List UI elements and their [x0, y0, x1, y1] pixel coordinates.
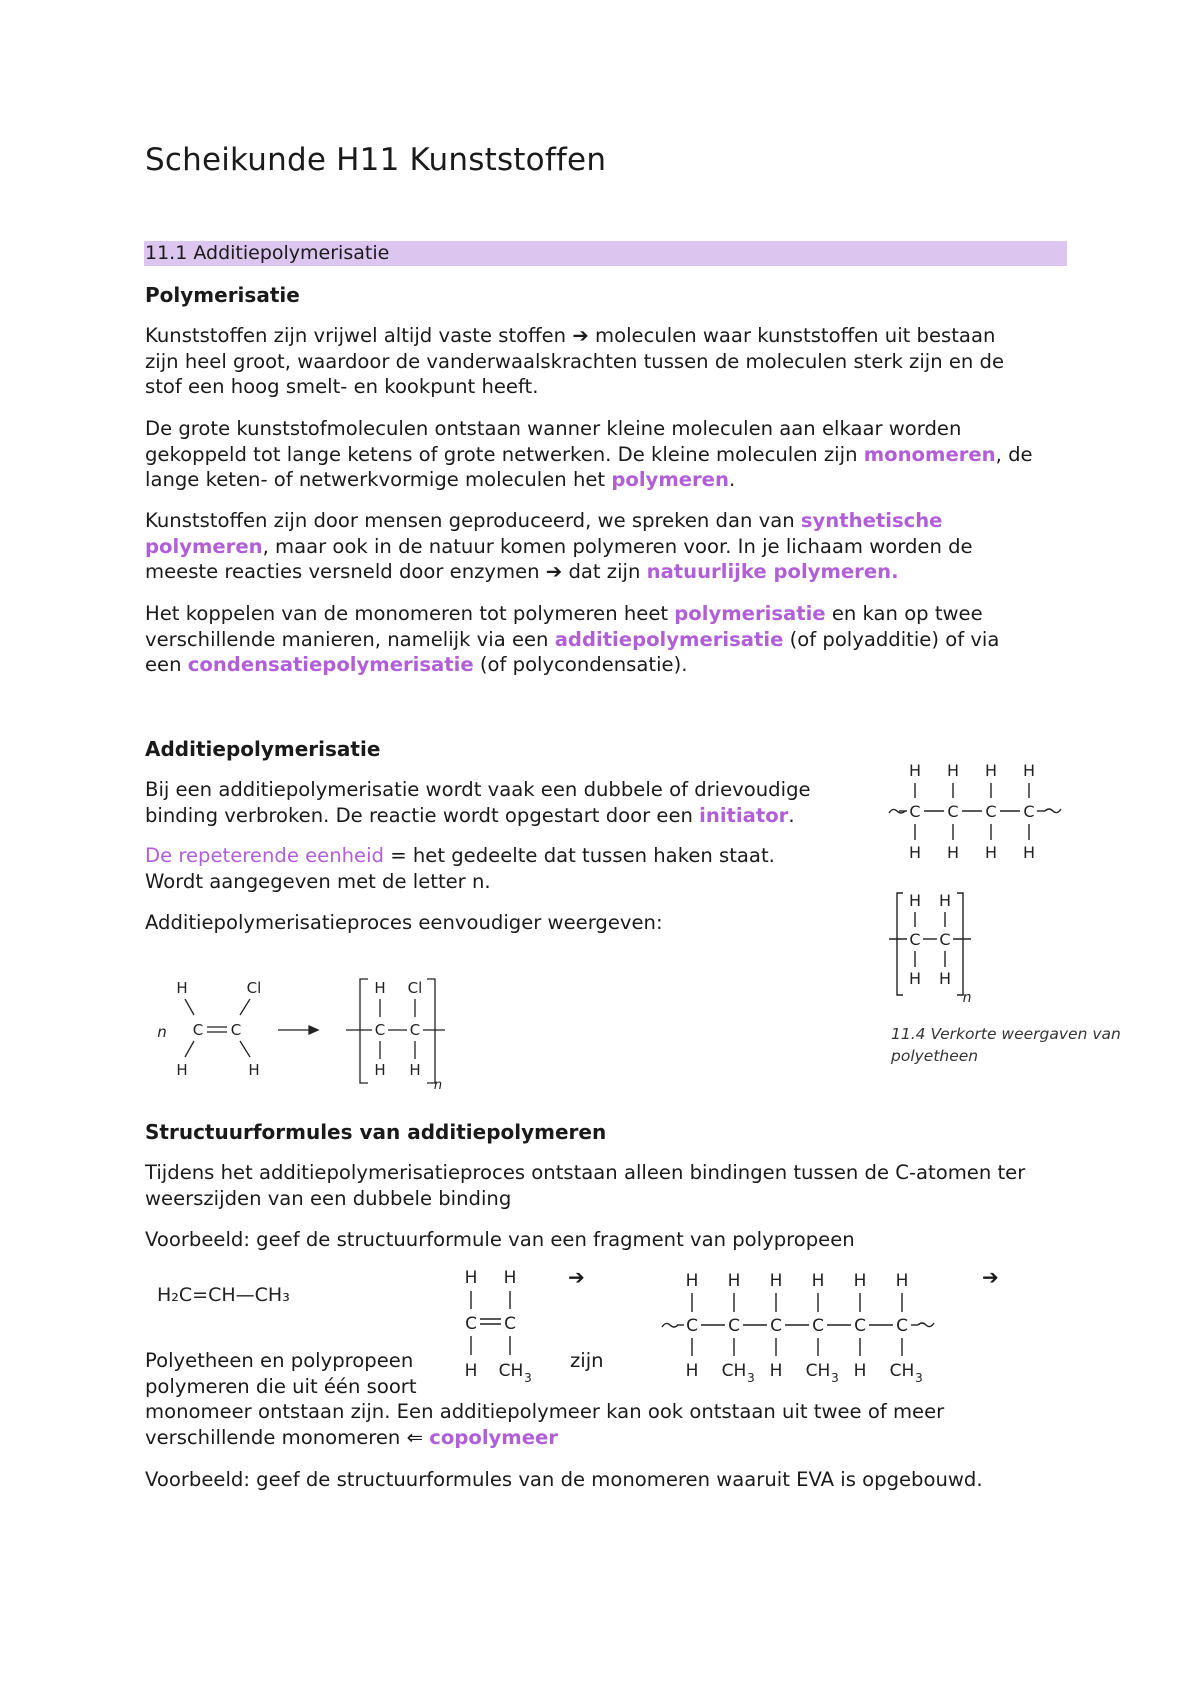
paragraph-structuur-2: Voorbeeld: geef de structuurformule van een fragment van polypropeen — [145, 1228, 855, 1251]
atom-h: H — [1022, 843, 1036, 862]
atom-h: H — [248, 1061, 260, 1079]
keyword-polymerisatie: polymerisatie — [674, 602, 826, 625]
paragraph-polymerisatie-3: Kunststoffen zijn door mensen geproduceerd, we spreken dan van synthetische polymeren, maar ook in de natuur komen polymeren voor. In je lichaam worden de meeste reacties versneld door enzymen ➔ dat zijn natuurlijke polymeren. — [145, 509, 973, 583]
atom-c: C — [374, 1021, 386, 1039]
atom-c: C — [909, 930, 921, 949]
paragraph-structuur-1: Tijdens het additiepolymerisatieproces ontstaan alleen bindingen tussen de C-atomen ter weerszijden van een dubbele binding — [145, 1161, 1026, 1210]
vinyl-chloride-polymerisation-diagram — [150, 975, 460, 1095]
keyword-polymeren-2: polymeren — [145, 534, 263, 558]
keyword-natuurlijke-polymeren: natuurlijke polymeren. — [646, 560, 899, 583]
methyl-ch: CH — [805, 1361, 831, 1381]
atom-c: C — [909, 802, 921, 821]
paragraph-additie-2: De repeterende eenheid = het gedeelte dat tussen haken staat. Wordt aangegeven met de letter n. — [145, 844, 775, 893]
subscript-3: 3 — [524, 1371, 532, 1385]
atom-h: H — [984, 843, 998, 862]
propene-condensed-formula — [157, 1275, 337, 1315]
keyword-condensatiepolymerisatie: condensatiepolymerisatie — [187, 653, 474, 676]
methyl-ch: CH — [721, 1361, 747, 1381]
arrow-right-icon: ➔ — [572, 324, 589, 347]
atom-c: C — [409, 1021, 421, 1039]
methyl-ch: CH — [889, 1361, 915, 1381]
methyl-ch: CH — [498, 1361, 524, 1381]
heading-polymerisatie: Polymerisatie — [145, 283, 300, 307]
arrow-right-icon: ➔ — [982, 1265, 999, 1289]
atom-h: H — [853, 1271, 867, 1291]
figure-caption: 11.4 Verkorte weergaven van polyetheen — [891, 1025, 1121, 1065]
atom-c: C — [939, 930, 951, 949]
atom-c: C — [465, 1314, 477, 1334]
atom-h: H — [503, 1268, 517, 1288]
atom-h: H — [769, 1361, 783, 1381]
atom-c: C — [812, 1316, 824, 1336]
arrow-left-icon: ⇐ — [406, 1425, 424, 1449]
atom-h: H — [938, 969, 952, 988]
paragraph-polymerisatie-4: Het koppelen van de monomeren tot polymeren heet polymerisatie en kan op twee verschillende manieren, namelijk via een additiepolymerisatie (of polyadditie) of via een condensatiepolymerisatie (of polycondensatie). — [145, 602, 1000, 676]
paragraph-polymerisatie-2: De grote kunststofmoleculen ontstaan wanner kleine moleculen aan elkaar worden gekoppeld tot lange ketens of grote netwerken. De kleine moleculen zijn monomeren, de lange keten- of netwerkvormige moleculen het polymeren. — [145, 417, 1033, 491]
atom-h: H — [908, 969, 922, 988]
subscript-3: 3 — [915, 1371, 923, 1385]
word-zijn: zijn — [570, 1349, 604, 1372]
repeat-index-n: n — [433, 1078, 443, 1093]
keyword-monomeren: monomeren — [863, 442, 996, 466]
atom-c: C — [192, 1021, 204, 1039]
atom-c: C — [896, 1316, 908, 1336]
atom-cl: Cl — [407, 979, 423, 997]
polyethylene-repeat-unit-diagram — [885, 885, 975, 1010]
atom-h: H — [938, 891, 952, 910]
atom-c: C — [854, 1316, 866, 1336]
atom-h: H — [946, 761, 960, 780]
paragraph-additie-1: Bij een additiepolymerisatie wordt vaak een dubbele of drievoudige binding verbroken. De reactie wordt opgestart door een initiator. — [145, 778, 811, 827]
subscript-3: 3 — [747, 1371, 755, 1385]
section-heading-11-1: 11.1 Additiepolymerisatie — [144, 241, 1067, 266]
atom-h: H — [374, 979, 386, 997]
atom-h: H — [984, 761, 998, 780]
repeat-index-n: n — [962, 990, 972, 1006]
arrow-right-icon: ➔ — [545, 560, 563, 583]
atom-h: H — [908, 891, 922, 910]
atom-c: C — [985, 802, 997, 821]
atom-cl: Cl — [246, 979, 262, 997]
atom-h: H — [811, 1271, 825, 1291]
atom-h: H — [685, 1271, 699, 1291]
keyword-synthetische: synthetische — [800, 509, 943, 532]
atom-h: H — [464, 1268, 478, 1288]
atom-c: C — [947, 802, 959, 821]
paragraph-structuur-4: Voorbeeld: geef de structuurformules van de monomeren waaruit EVA is opgebouwd. — [145, 1468, 983, 1491]
atom-h: H — [464, 1361, 478, 1381]
atom-c: C — [504, 1314, 516, 1334]
paragraph-additie-3: Additiepolymerisatieproces eenvoudiger weergeven: — [145, 911, 663, 934]
arrow-right-icon: ➔ — [568, 1265, 585, 1289]
atom-h: H — [908, 761, 922, 780]
keyword-polymeren: polymeren — [611, 468, 729, 491]
atom-h: H — [946, 843, 960, 862]
atom-h: H — [176, 1061, 188, 1079]
atom-h: H — [374, 1061, 386, 1079]
keyword-initiator: initiator — [699, 803, 789, 827]
page-title: Scheikunde H11 Kunststoffen — [145, 142, 607, 178]
keyword-additiepolymerisatie: additiepolymerisatie — [554, 627, 784, 651]
atom-h: H — [769, 1271, 783, 1291]
polyethylene-chain-diagram — [885, 758, 1065, 868]
paragraph-structuur-3: Polyetheen en polypropeen polymeren die uit één soort monomeer ontstaan zijn. Een additiepolymeer kan ook ontstaan uit twee of meer verschillende monomeren ⇐ copolymeer — [145, 1349, 945, 1449]
keyword-copolymeer: copolymeer — [429, 1425, 558, 1449]
paragraph-polymerisatie-1: Kunststoffen zijn vrijwel altijd vaste stoffen ➔ moleculen waar kunststoffen uit bestaan zijn heel groot, waardoor de vanderwaalskrachten tussen de moleculen sterk zijn en de stof een hoog smelt- en kookpunt heeft. — [145, 324, 1005, 398]
atom-h: H — [727, 1271, 741, 1291]
atom-c: C — [230, 1021, 242, 1039]
coefficient-n: n — [157, 1023, 167, 1041]
atom-h: H — [409, 1061, 421, 1079]
atom-h: H — [1022, 761, 1036, 780]
heading-additiepolymerisatie: Additiepolymerisatie — [145, 737, 381, 761]
keyword-repeterende-eenheid: De repeterende eenheid — [145, 844, 384, 867]
atom-h: H — [853, 1361, 867, 1381]
subscript-3: 3 — [831, 1371, 839, 1385]
atom-c: C — [770, 1316, 782, 1336]
atom-c: C — [728, 1316, 740, 1336]
atom-c: C — [1023, 802, 1035, 821]
heading-structuurformules: Structuurformules van additiepolymeren — [145, 1120, 607, 1144]
svg-text:H₂C=CH—CH₃: H₂C=CH—CH₃ — [157, 1284, 290, 1306]
atom-h: H — [908, 843, 922, 862]
atom-h: H — [685, 1361, 699, 1381]
atom-h: H — [895, 1271, 909, 1291]
atom-h: H — [176, 979, 188, 997]
atom-c: C — [686, 1316, 698, 1336]
